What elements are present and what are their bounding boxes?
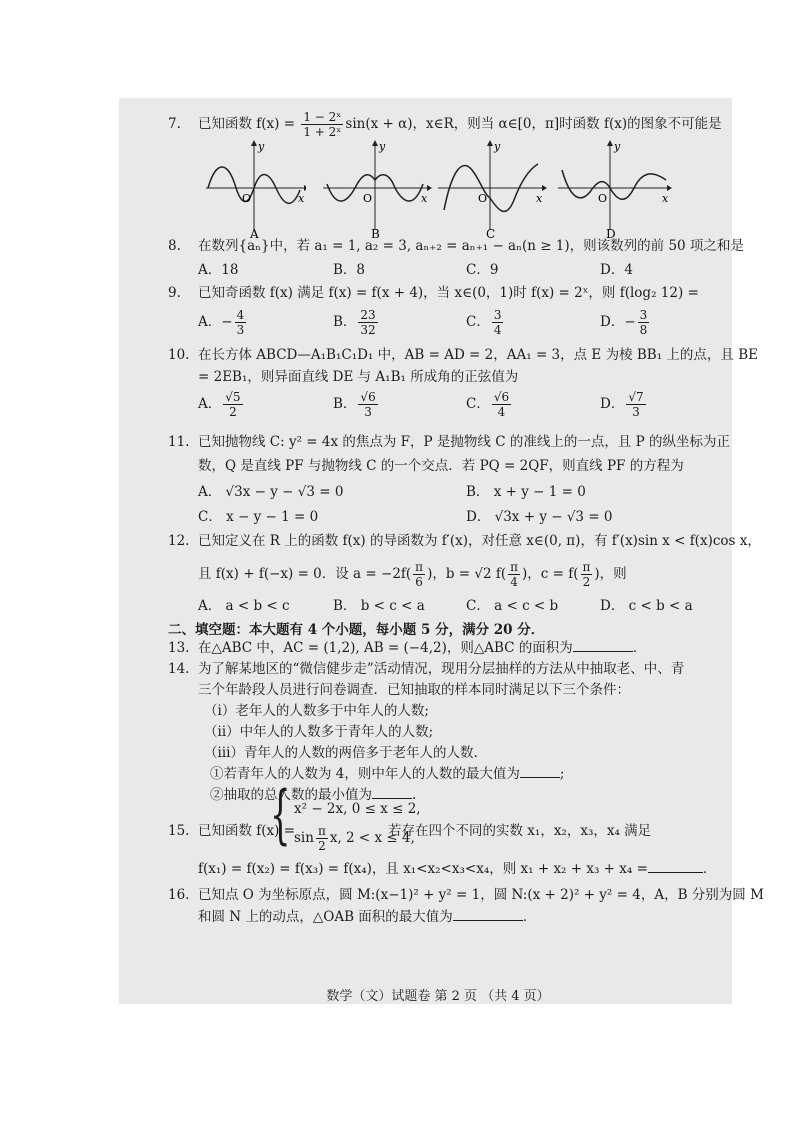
graph-c [438,140,548,240]
option-d: D． √3x + y − √3 = 0 [466,509,613,525]
option-label: C [486,227,496,240]
piecewise-case-2: sin $\frac{\pi}{2}$ x, 2 < x ≤ 4, [294,824,415,853]
svg-text:x: x [298,192,305,205]
condition-3: （ⅲ）青年人的人数的两倍多于老年人的人数. [204,745,478,761]
fraction: $\frac{\text{1 − 2ˣ}}{\text{1 + 2ˣ}}$ [303,110,342,139]
question-10: 10. 在长方体 ABCD—A₁B₁C₁D₁ 中，AB = AD = 2，AA₁ = 3，点 E 为棱 BB₁ 上的点，且 BE [168,347,758,363]
question-7: 7. 已知函数 f(x) = $\frac{\text{1 − 2ˣ}}{\text{1 + 2ˣ}}$ sin(x + α)，x∈R，则当 α∈[0，π]时函数 f(x)的图象不可能是 [168,110,722,139]
option-c: C． $\frac{3}{4}$ [466,308,502,337]
question-14: 14. 为了解某地区的“微信健步走”活动情况，现用分层抽样的方法从中抽取老、中、青 [168,661,685,677]
option-a: A．− $\frac{4}{3}$ [198,308,245,337]
answer-blank [453,908,523,921]
option-a: A． a < b < c [198,598,290,614]
piecewise-brace: { [270,778,291,852]
option-a: A．18 [198,262,239,278]
question-14-line2: 三个年龄段人员进行问卷调查．已知抽取的样本同时满足以下三个条件： [198,682,630,698]
question-number: 7. [168,116,181,132]
sub-question-2: ②抽取的总人数的最小值为 . [210,787,417,803]
option-d: D．4 [600,262,633,278]
piecewise-case-1: x² − 2x, 0 ≤ x ≤ 2, [294,801,421,817]
option-b: B． b < c < a [333,598,425,614]
option-d: D． $\frac{√7}{3}$ [600,390,644,419]
graph-b [323,140,433,240]
question-15: 15. 已知函数 f(x) = [168,823,296,839]
svg-text:y: y [494,140,501,153]
svg-text:y: y [379,140,386,153]
question-12-line2: 且 f(x) + f(−x) = 0．设 a = −2f( $\frac{\pi}{6}$ )，b = √2 f( $\frac{\pi}{4}$ )，c = f( $\frac{\pi}{2}$ )，则 [198,560,627,589]
question-9: 9. 已知奇函数 f(x) 满足 f(x) = f(x + 4)，当 x∈(0，1)时 f(x) = 2ˣ，则 f(log₂ 12) = [168,285,699,301]
svg-text:x: x [662,192,669,205]
answer-blank [520,765,560,778]
condition-1: （ⅰ）老年人的人数多于中年人的人数; [204,703,429,719]
svg-text:O: O [598,192,608,205]
question-16-line2: 和圆 N 上的动点，△OAB 面积的最大值为 ． [198,909,537,925]
option-c: C． a < c < b [466,598,559,614]
question-11-line2: 数，Q 是直线 PF 与抛物线 C 的一个交点．若 PQ = 2QF，则直线 PF 的方程为 [198,458,684,474]
question-15-cont: 若存在四个不同的实数 x₁，x₂，x₃，x₄ 满足 [388,823,652,839]
section-heading: 二、填空题：本大题有 4 个小题，每小题 5 分，满分 20 分． [168,622,545,638]
question-12: 12. 已知定义在 R 上的函数 f(x) 的导函数为 f′(x)，对任意 x∈(0, π)，有 f′(x)sin x < f(x)cos x， [168,533,761,549]
option-c: C．9 [466,262,499,278]
question-13: 13. 在△ABC 中，AC = (1,2), AB = (−4,2)，则△ABC 的面积为 ． [168,640,647,656]
answer-blank [372,786,412,799]
svg-text:y: y [258,140,265,153]
svg-text:O: O [363,192,373,205]
option-a: A． √3x − y − √3 = 0 [198,484,344,500]
option-label: D [606,227,616,240]
sub-question-1: ①若青年人的人数为 4，则中年人的人数的最大值为 ; [210,766,565,782]
option-label: A [250,227,259,240]
option-c: C． $\frac{√6}{4}$ [466,390,510,419]
option-a: A． $\frac{√5}{2}$ [198,390,241,419]
option-b: B． $\frac{√6}{3}$ [333,390,376,419]
question-15-line3: f(x₁) = f(x₂) = f(x₃) = f(x₄)，且 x₁<x₂<x₃<x₄，则 x₁ + x₂ + x₃ + x₄ = ． [198,861,717,877]
question-10-line2: = 2EB₁，则异面直线 DE 与 A₁B₁ 所成角的正弦值为 [198,369,519,385]
condition-2: （ⅱ）中年人的人数多于青年人的人数; [204,724,434,740]
option-b: B． x + y − 1 = 0 [466,484,586,500]
graph-a [206,140,306,240]
svg-text:x: x [421,192,428,205]
svg-text:x: x [536,192,543,205]
question-8: 8. 在数列{aₙ}中，若 a₁ = 1, a₂ = 3, aₙ₊₂ = aₙ₊₁ − aₙ(n ≥ 1)，则该数列的前 50 项之和是 [168,238,744,254]
answer-blank [648,860,703,873]
option-d: D．− $\frac{3}{8}$ [600,308,648,337]
option-label: B [371,227,380,240]
option-c: C． x − y − 1 = 0 [198,509,319,525]
answer-blank [573,639,633,652]
option-b: B．8 [333,262,366,278]
graph-d [558,140,673,240]
question-16: 16. 已知点 O 为坐标原点，圆 M:(x−1)² + y² = 1，圆 N:(x + 2)² + y² = 4，A，B 分别为圆 M [168,887,764,903]
option-b: B． $\frac{23}{32}$ [333,308,376,337]
origin-label: O [242,192,252,205]
option-d: D． c < b < a [600,598,693,614]
page-footer: 数学（文）试题卷 第 2 页 （共 4 页） [326,989,550,1004]
svg-text:O: O [478,192,488,205]
svg-text:y: y [614,140,621,153]
question-11: 11. 已知抛物线 C: y² = 4x 的焦点为 F，P 是抛物线 C 的准线上的一点，且 P 的纵坐标为正 [168,434,730,450]
